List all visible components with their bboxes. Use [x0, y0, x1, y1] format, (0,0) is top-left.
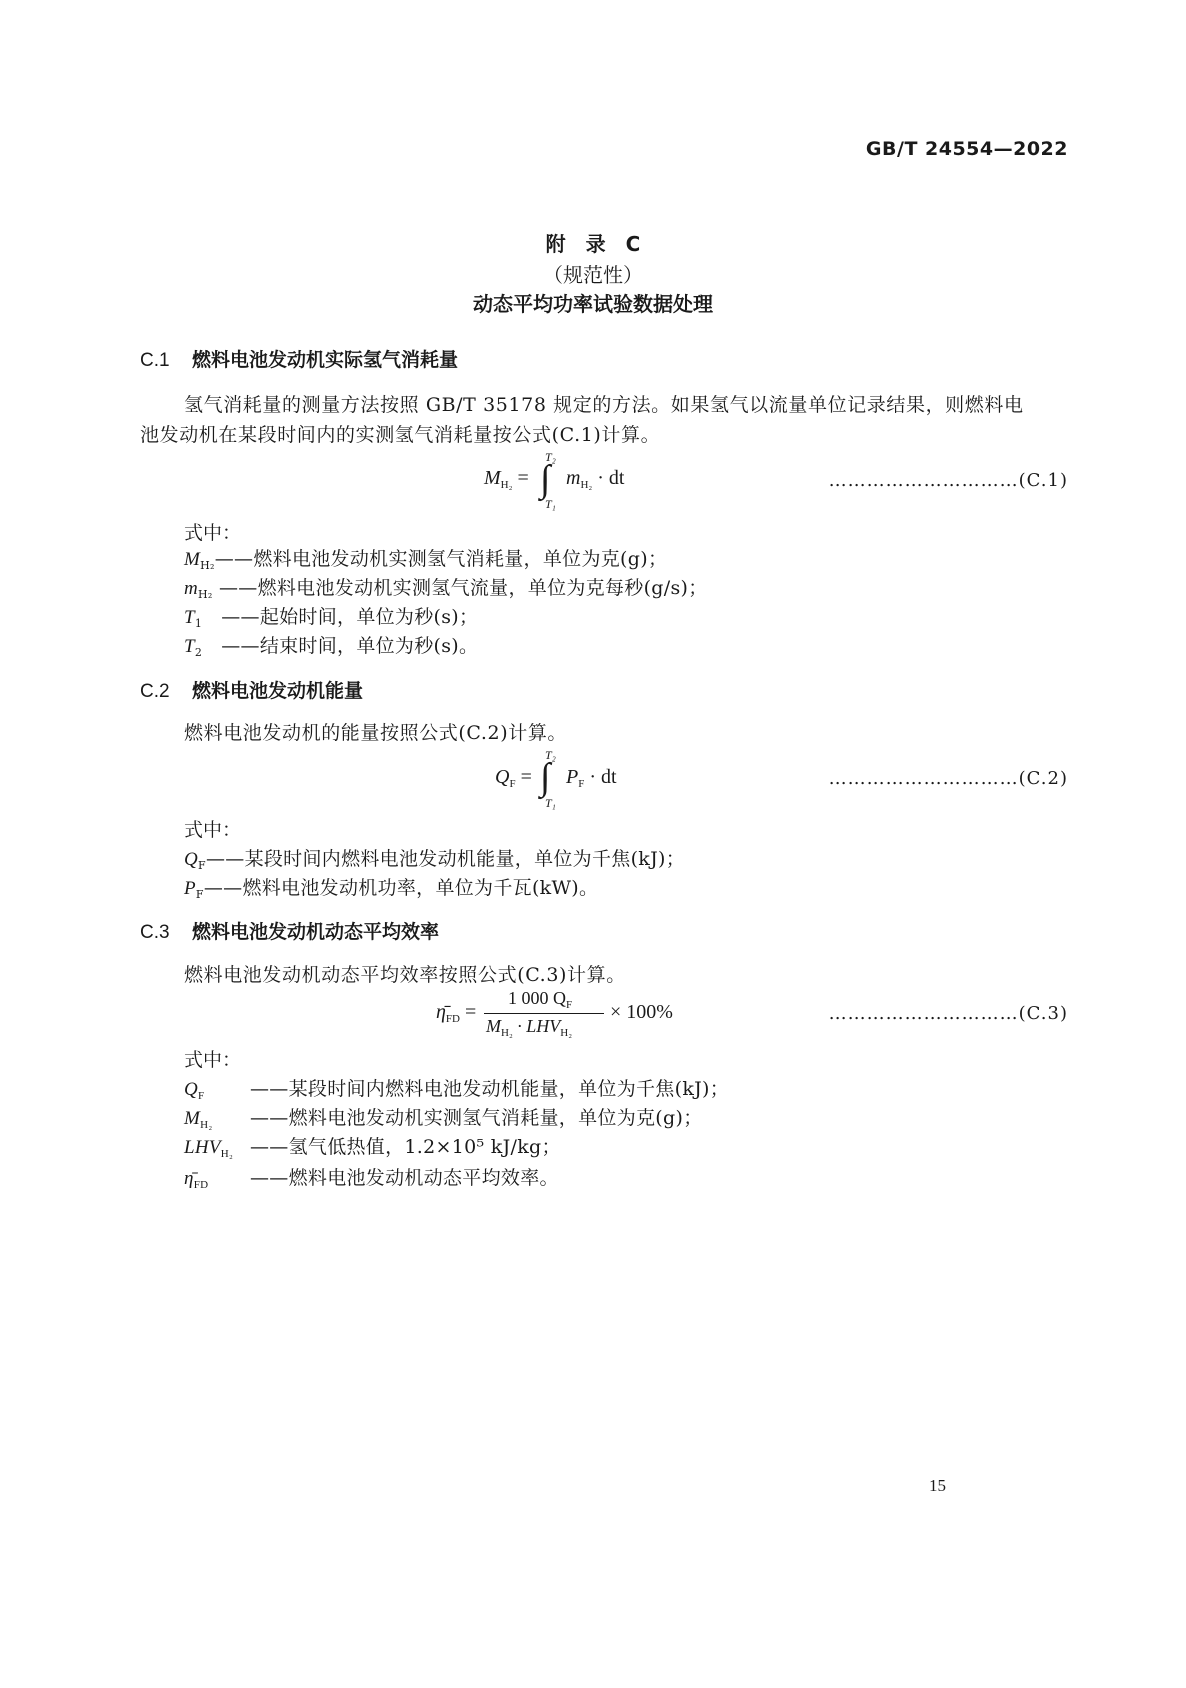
- integral-sign: ∫: [540, 756, 551, 798]
- upper-limit: T₂: [545, 748, 556, 762]
- paragraph-c2: 燃料电池发动机的能量按照公式(C.2)计算。: [184, 722, 568, 744]
- section-heading-c1: [140, 345, 458, 372]
- definition-item: $P_F——$燃料电池发动机功率，单位为千瓦(kW)。: [184, 877, 599, 901]
- fraction-numerator: 1 000 $Q_F$: [508, 988, 573, 1011]
- integral-sign: ∫: [540, 458, 551, 500]
- formula-c1-lhs: $M_{H_2}$ =: [484, 467, 529, 491]
- formula-c3-lhs: $\etā_{FD}$ =: [436, 1001, 477, 1025]
- formula-c1-integrand: $m_{H_2}$ · dt: [566, 467, 625, 491]
- paragraph-c3: 燃料电池发动机动态平均效率按照公式(C.3)计算。: [184, 964, 626, 986]
- lower-limit: T₁: [545, 796, 556, 810]
- fraction-bar: [484, 1013, 604, 1014]
- formula-c3-factor: × 100%: [610, 1001, 673, 1023]
- section-title: 燃料电池发动机能量: [192, 680, 364, 702]
- where-label: 式中：: [184, 819, 242, 841]
- definition-item: $T_2$ ——结束时间，单位为秒(s)。: [184, 635, 479, 659]
- paragraph-c1-line1: 氢气消耗量的测量方法按照 GB/T 35178 规定的方法。如果氢气以流量单位记录结果，则燃料电: [184, 394, 1024, 416]
- definition-item: $m_{H_2}$ ——燃料电池发动机实测氢气流量，单位为克每秒(g/s)；: [184, 577, 708, 601]
- definition-item: $\etā_{FD}$ ——燃料电池发动机动态平均效率。: [184, 1167, 559, 1191]
- section-title: 燃料电池发动机实际氢气消耗量: [192, 349, 459, 371]
- definition-item: $M_{H_2}$ ——燃料电池发动机实测氢气消耗量，单位为克(g)；: [184, 1107, 703, 1131]
- equation-number-c3: …………………………(C.3): [828, 1003, 1068, 1024]
- lower-limit: T₁: [545, 497, 556, 511]
- section-number: C.2: [140, 681, 170, 702]
- definition-item: $M_{H_2}——$燃料电池发动机实测氢气消耗量，单位为克(g)；: [184, 548, 668, 572]
- where-label: 式中：: [184, 1049, 242, 1071]
- annex-title: 附 录 C: [545, 232, 641, 256]
- section-heading-c2: [140, 676, 363, 703]
- equation-number-c2: …………………………(C.2): [828, 768, 1068, 789]
- annex-nature: （规范性）: [543, 263, 643, 287]
- section-heading-c3: [140, 917, 439, 944]
- section-number: C.1: [140, 350, 170, 371]
- definition-item: $Q_F——$某段时间内燃料电池发动机能量，单位为千焦(kJ)；: [184, 848, 686, 872]
- standard-number: GB/T 24554—2022: [865, 138, 1068, 160]
- equation-number-c1: …………………………(C.1): [828, 470, 1068, 491]
- page-number: 15: [929, 1476, 946, 1495]
- annex-subject: 动态平均功率试验数据处理: [473, 292, 713, 316]
- section-number: C.3: [140, 922, 170, 943]
- upper-limit: T₂: [545, 450, 556, 464]
- where-label: 式中：: [184, 522, 242, 544]
- definition-item: $LHV_{H_2}$ ——氢气低热值，1.2×10⁵ kJ/kg；: [184, 1136, 561, 1160]
- fraction-denominator: $M_{H_2} \cdot LHV_{H_2}$: [486, 1016, 573, 1039]
- formula-c2-integrand: $P_F$ · dt: [566, 766, 617, 790]
- definition-item: $Q_F$ ——某段时间内燃料电池发动机能量，单位为千焦(kJ)；: [184, 1078, 730, 1102]
- definition-item: $T_1$ ——起始时间，单位为秒(s)；: [184, 606, 479, 630]
- section-title: 燃料电池发动机动态平均效率: [192, 921, 440, 943]
- formula-c2-lhs: $Q_F$ =: [495, 766, 532, 790]
- paragraph-c1-line2: 池发动机在某段时间内的实测氢气消耗量按公式(C.1)计算。: [140, 424, 661, 446]
